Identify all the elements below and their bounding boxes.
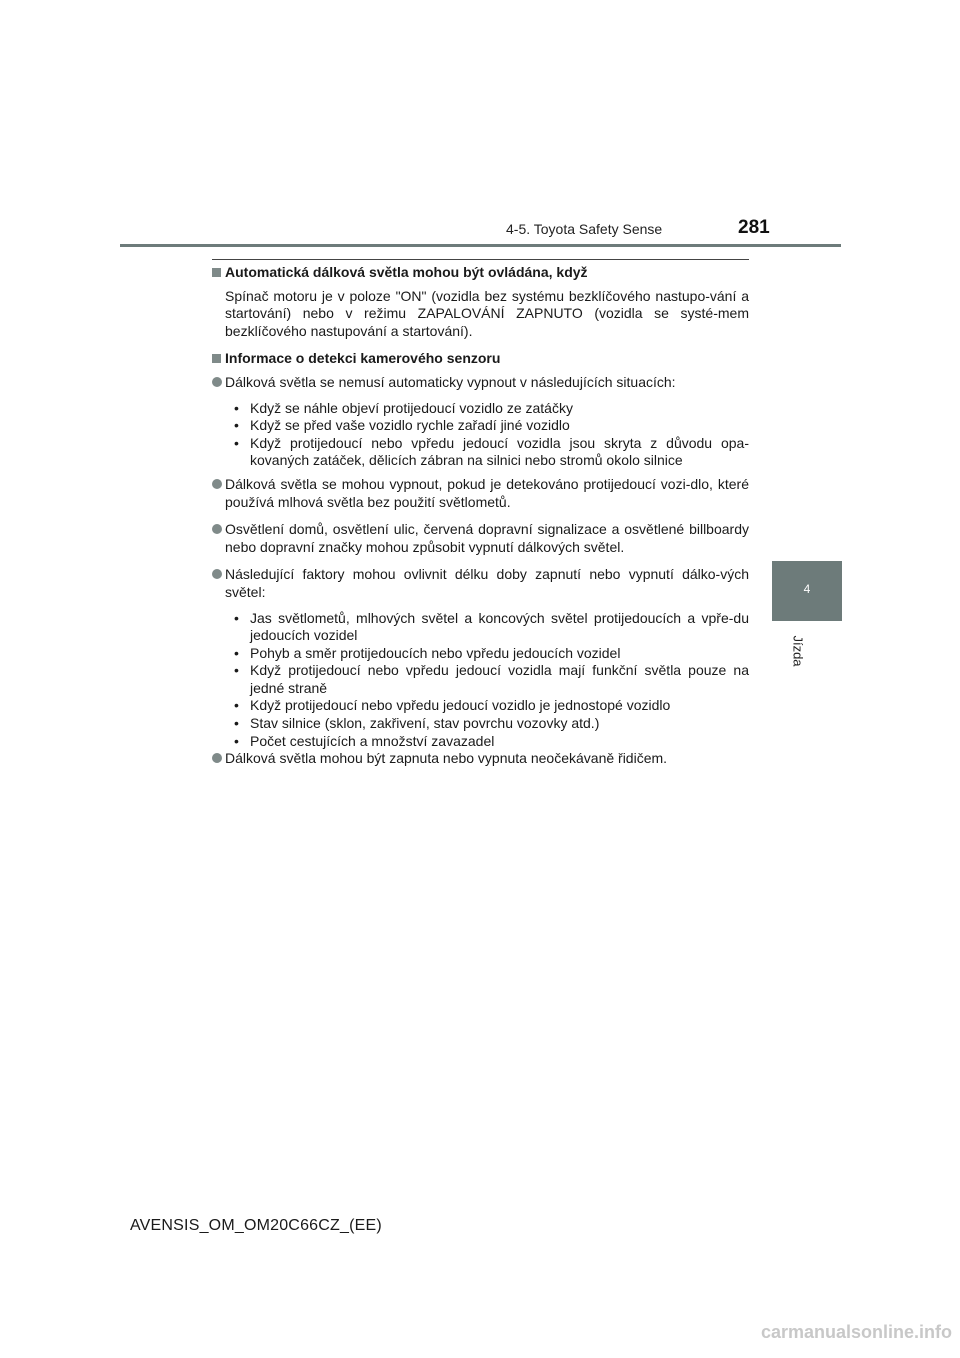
bullet-item [212, 566, 749, 601]
list-item: • Když se náhle objeví protijedoucí vozidlo ze zatáčky [212, 400, 749, 418]
heading-text: Informace o detekci kamerového senzoru [225, 350, 501, 367]
list-item: • Když protijedoucí nebo vpředu jedoucí vozidlo je jednostopé vozidlo [212, 697, 749, 715]
bullet-text: Dálková světla se nemusí automaticky vypnout v následujících situacích: [225, 373, 676, 390]
square-bullet-icon [212, 354, 221, 363]
chapter-label-text: Jízda [790, 635, 806, 667]
list-item: • Počet cestujících a množství zavazadel [212, 733, 749, 751]
sub-list [212, 400, 749, 470]
round-bullet-icon [212, 479, 222, 489]
section-heading [212, 264, 749, 282]
list-item: • Pohyb a směr protijedoucích nebo vpředu jedoucích vozidel [212, 645, 749, 663]
page-number: 281 [738, 217, 770, 238]
list-item: • Když se před vaše vozidlo rychle zařadí jiné vozidlo [212, 417, 749, 435]
bullet-text: Dálková světla se mohou vypnout, pokud je detekováno protijedoucí vozi-dlo, které používá mlhová světla bez použití světlometů. [225, 475, 749, 510]
bullet-item [212, 750, 749, 768]
section-heading [212, 350, 749, 368]
list-item: • Stav silnice (sklon, zakřivení, stav povrchu vozovky atd.) [212, 715, 749, 733]
bullet-text: Dálková světla mohou být zapnuta nebo vypnuta neočekávaně řidičem. [225, 750, 668, 767]
sub-list [212, 610, 749, 751]
bullet-item [212, 374, 749, 392]
chapter-tab[interactable] [772, 561, 842, 621]
chapter-label [790, 630, 806, 672]
list-item: • Když protijedoucí nebo vpředu jedoucí vozidla mají funkční světla pouze na jedné straně [212, 662, 749, 697]
watermark: carmanualsonline.info [760, 1322, 952, 1342]
bullet-item [212, 521, 749, 556]
section-title: 4-5. Toyota Safety Sense [506, 221, 663, 237]
bullet-item [212, 476, 749, 511]
content-divider [212, 259, 749, 260]
document-code: AVENSIS_OM_OM20C66CZ_(EE) [130, 1217, 382, 1234]
round-bullet-icon [212, 524, 222, 534]
square-bullet-icon [212, 268, 221, 277]
round-bullet-icon [212, 377, 222, 387]
chapter-number: 4 [803, 582, 811, 596]
paragraph: Spínač motoru je v poloze "ON" (vozidla bez systému bezklíčového nastupo-vání a startování) nebo v režimu ZAPALOVÁNÍ ZAPNUTO (vozidla se systé-mem bezklíčového nastupování a startování). [225, 287, 749, 339]
round-bullet-icon [212, 569, 222, 579]
list-item: • Když protijedoucí nebo vpředu jedoucí vozidla jsou skryta z důvodu opa-kovaných zatáček, dělicích zábran na silnici nebo stromů okolo silnice [212, 435, 749, 470]
bullet-text: Následující faktory mohou ovlivnit délku doby zapnutí nebo vypnutí dálko-vých světel: [225, 566, 749, 600]
round-bullet-icon [212, 753, 222, 763]
list-item: • Jas světlometů, mlhových světel a koncových světel protijedoucích a vpře-du jedoucích vozidel [212, 610, 749, 645]
header-divider [120, 244, 841, 247]
main-content [212, 264, 749, 768]
bullet-text: Osvětlení domů, osvětlení ulic, červená dopravní signalizace a osvětlené billboardy nebo dopravní značky mohou způsobit vypnutí dálkových světel. [225, 521, 749, 555]
heading-text: Automatická dálková světla mohou být ovládána, když [225, 264, 588, 280]
